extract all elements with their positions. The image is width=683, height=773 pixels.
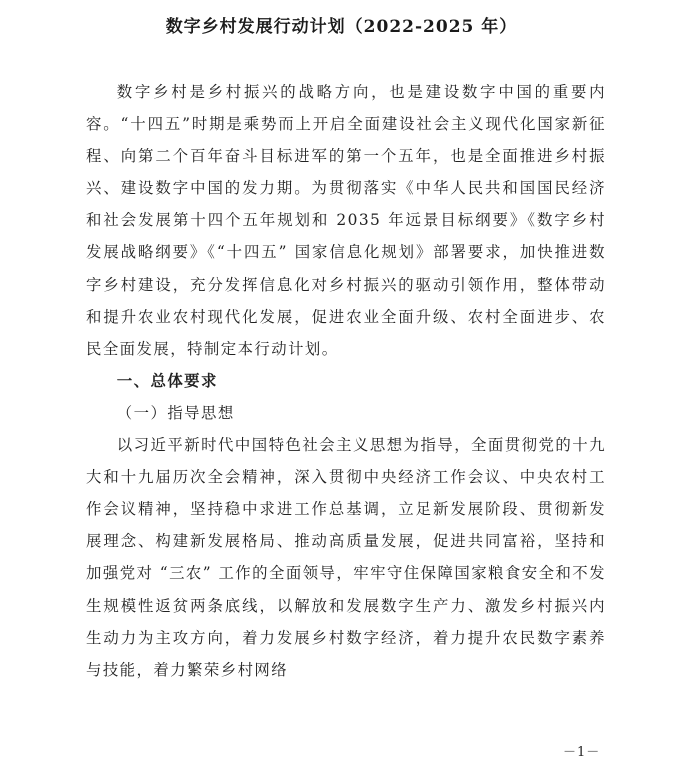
intro-paragraph: 数字乡村是乡村振兴的战略方向，也是建设数字中国的重要内容。“十四五”时期是乘势而上开启全面建设社会主义现代化国家新征程、向第二个百年奋斗目标进军的第一个五年，也是全面推进乡村振兴、建设数字中国的发力期。为贯彻落实《中华人民共和国国民经济和社会发展第十四个五年规划和 2035 年远景目标纲要》《数字乡村发展战略纲要》《“十四五” 国家信息化规划》部署要求，加快推进数字乡村建设，充分发挥信息化对乡村振兴的驱动引领作用，整体带动和提升农业农村现代化发展，促进农业全面升级、农村全面进步、农民全面发展，特制定本行动计划。 — [86, 83, 606, 358]
page-number: －1－ — [563, 745, 601, 760]
section-heading: 一、总体要求 — [116, 371, 218, 390]
document-title: 数字乡村发展行动计划（2022-2025 年） — [165, 17, 518, 37]
document-body — [86, 76, 606, 686]
guiding-thought-paragraph: 以习近平新时代中国特色社会主义思想为指导，全面贯彻党的十九大和十九届历次全会精神，深入贯彻中央经济工作会议、中央农村工作会议精神，坚持稳中求进工作总基调，立足新发展阶段、贯彻新发展理念、构建新发展格局、推动高质量发展，促进共同富裕，坚持和加强党对 “三农” 工作的全面领导，牢牢守住保障国家粮食安全和不发生规模性返贫两条底线，以解放和发展数字生产力、激发乡村振兴内生动力为主攻方向，着力发展乡村数字经济，着力提升农民数字素养与技能，着力繁荣乡村网络 — [86, 436, 606, 679]
subsection-heading: （一）指导思想 — [116, 403, 235, 422]
